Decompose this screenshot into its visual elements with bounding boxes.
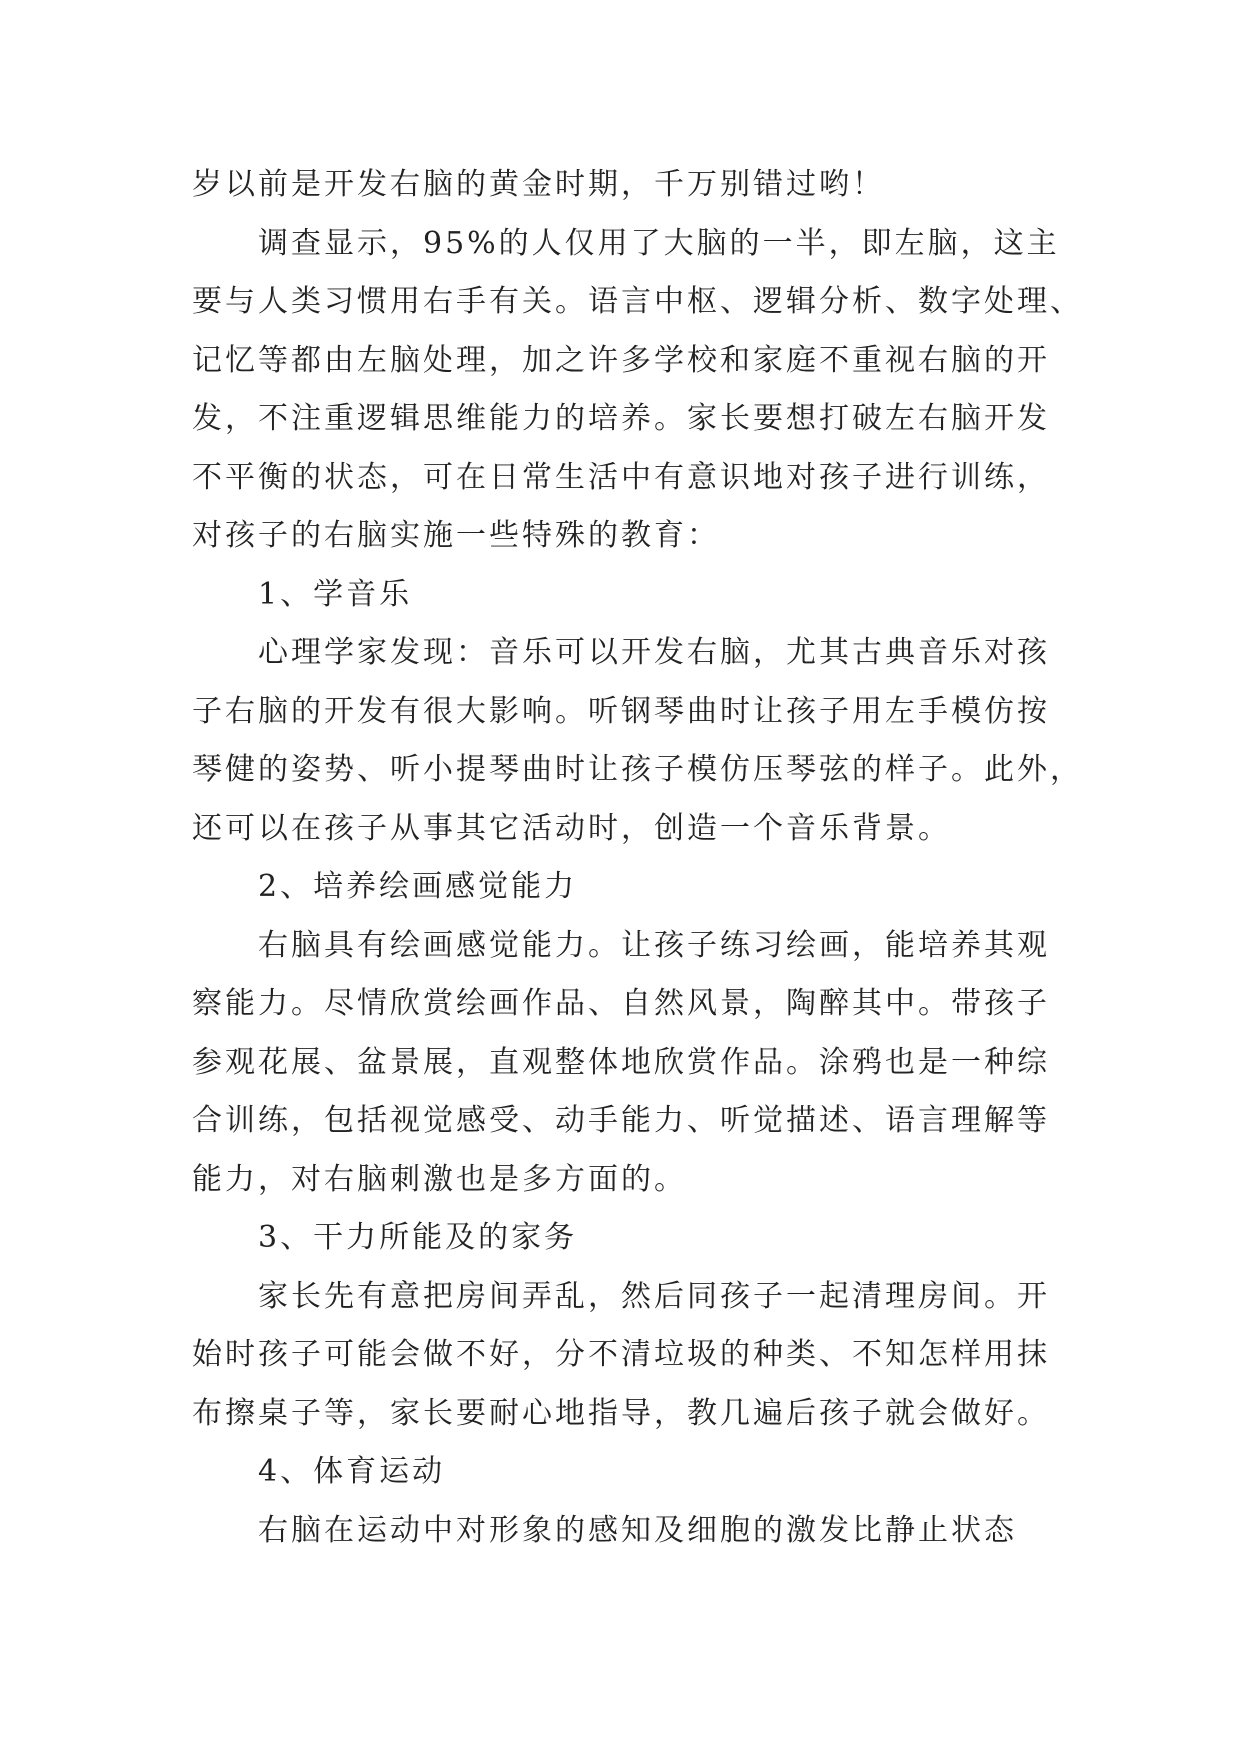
text-line: 右脑具有绘画感觉能力。让孩子练习绘画，能培养其观 [258, 927, 1050, 963]
text-line: 子右脑的开发有很大影响。听钢琴曲时让孩子用左手模仿按 [192, 693, 1050, 729]
text-line: 布擦桌子等，家长要耐心地指导，教几遍后孩子就会做好。 [192, 1395, 1050, 1431]
text-line: 发，不注重逻辑思维能力的培养。家长要想打破左右脑开发 [192, 401, 1050, 436]
text-line: 察能力。尽情欣赏绘画作品、自然风景，陶醉其中。带孩子 [192, 986, 1050, 1021]
text-line: 合训练，包括视觉感受、动手能力、听觉描述、语言理解等 [192, 1103, 1050, 1138]
text-line: 不平衡的状态，可在日常生活中有意识地对孩子进行训练， [192, 459, 1050, 495]
text-line: 始时孩子可能会做不好，分不清垃圾的种类、不知怎样用抹 [192, 1337, 1050, 1372]
text-line: 右脑在运动中对形象的感知及细胞的激发比静止状态 [258, 1512, 1017, 1548]
body-text [192, 156, 1083, 1560]
text-line: 记忆等都由左脑处理，加之许多学校和家庭不重视右脑的开 [192, 342, 1050, 378]
text-line: 要与人类习惯用右手有关。语言中枢、逻辑分析、数字处理、 [192, 284, 1083, 319]
text-line: 岁以前是开发右脑的黄金时期，千万别错过哟！ [192, 167, 885, 202]
text-line: 还可以在孩子从事其它活动时，创造一个音乐背景。 [192, 810, 951, 846]
text-line: 家长先有意把房间弄乱，然后同孩子一起清理房间。开 [258, 1278, 1050, 1314]
text-line: 能力，对右脑刺激也是多方面的。 [192, 1161, 687, 1197]
text-line: 调查显示，95%的人仅用了大脑的一半，即左脑，这主 [258, 225, 1060, 261]
text-line: 琴健的姿势、听小提琴曲时让孩子模仿压琴弦的样子。此外， [192, 752, 1083, 787]
text-line: 4、体育运动 [258, 1454, 446, 1489]
text-line: 3、干力所能及的家务 [258, 1220, 578, 1255]
text-line: 对孩子的右脑实施一些特殊的教育： [192, 518, 720, 553]
text-line: 1、学音乐 [258, 576, 413, 612]
text-line: 参观花展、盆景展，直观整体地欣赏作品。涂鸦也是一种综 [192, 1044, 1050, 1080]
text-line: 心理学家发现：音乐可以开发右脑，尤其古典音乐对孩 [258, 635, 1050, 670]
text-line: 2、培养绘画感觉能力 [258, 869, 578, 904]
